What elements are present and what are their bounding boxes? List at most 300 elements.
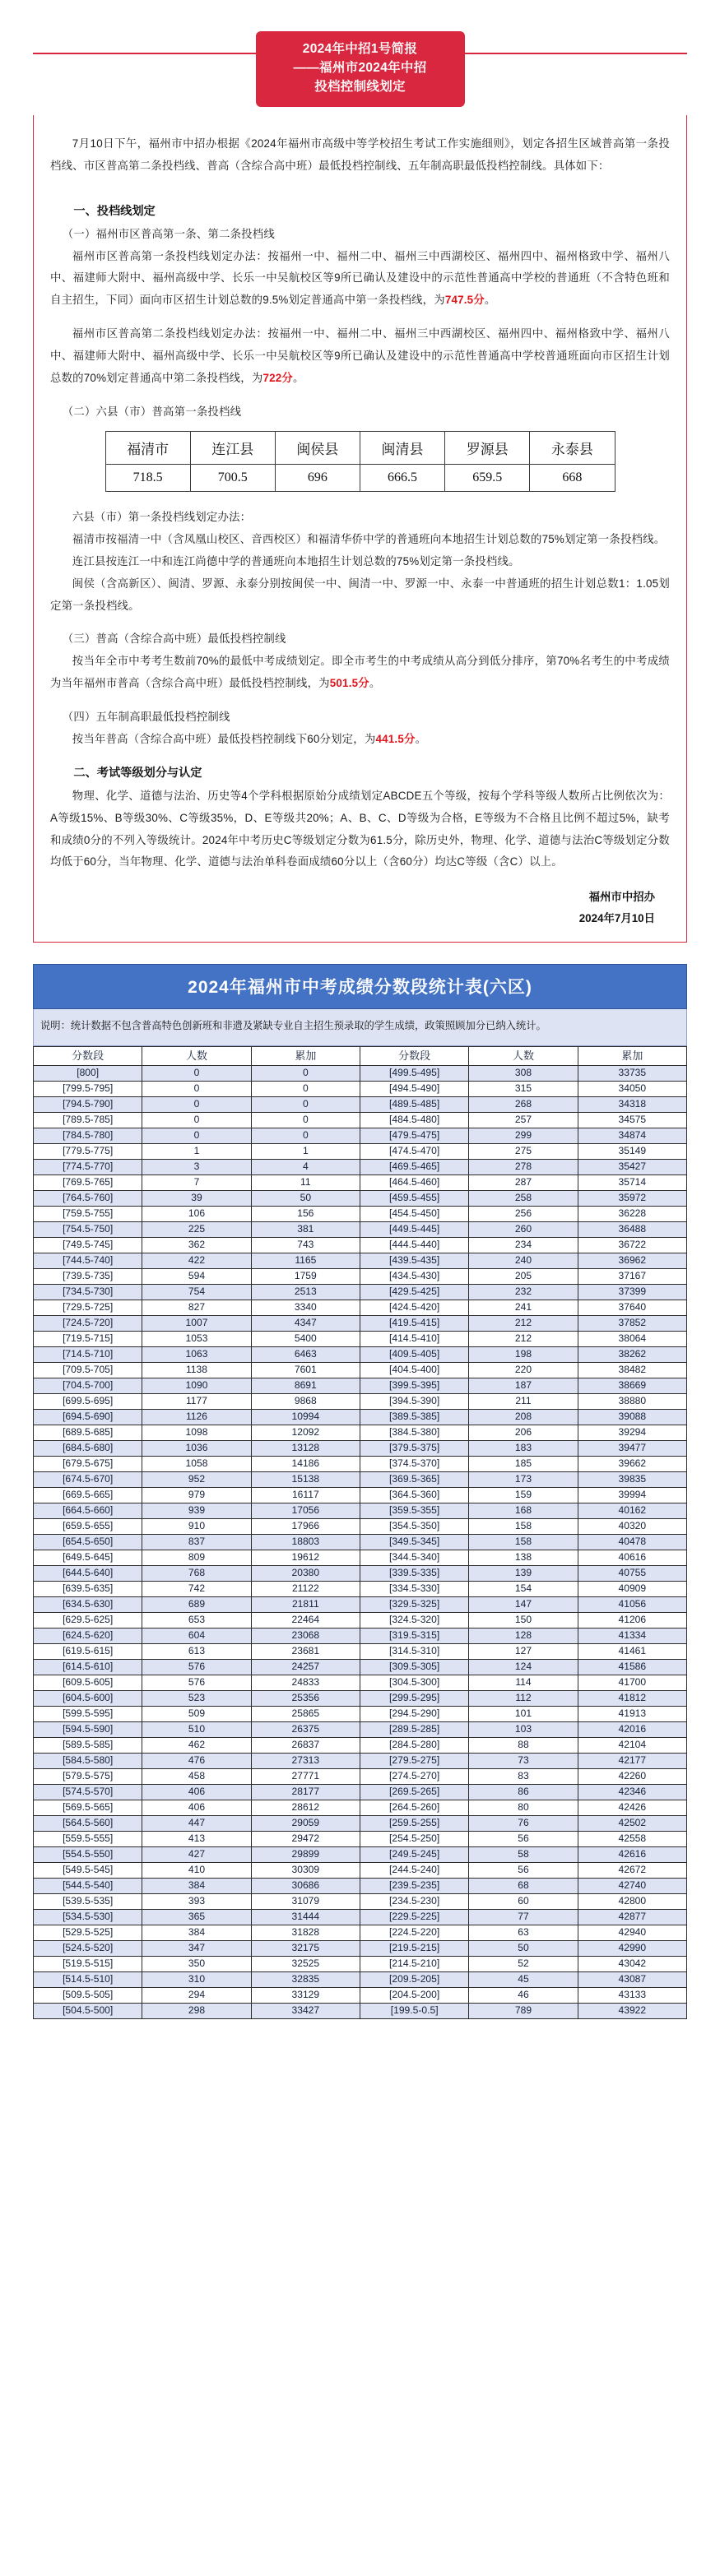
cell-cumulative-left: 32175 xyxy=(251,1940,360,1956)
cell-range-right: [499.5-495] xyxy=(360,1065,468,1081)
cell-range-left: [659.5-655] xyxy=(34,1518,142,1534)
cell-cumulative-right: 42558 xyxy=(578,1831,686,1846)
cell-count-right: 101 xyxy=(469,1706,578,1721)
cell-range-right: [419.5-415] xyxy=(360,1315,468,1331)
cell-count-left: 406 xyxy=(142,1784,251,1800)
cell-count-right: 240 xyxy=(469,1253,578,1268)
cell-cumulative-left: 20380 xyxy=(251,1565,360,1581)
cell-range-left: [589.5-585] xyxy=(34,1737,142,1753)
grade-classification-paragraph: 物理、化学、道德与法治、历史等4个学科根据原始分成绩划定ABCDE五个等级，按每个学科等级人数所占比例依次为：A等级15%、B等级30%、C等级35%，D、E等级共20%；A、B、C、D等级为合格，E等级为不合格且比例不超过5%，缺考和成绩0分的不列入等级统计。2024年中考历史C等级划定分数为61.5分，除历史外，物理、化学、道德与法治C等级划定分数均低于60分，当年物理、化学、道德与法治单科卷面成绩60分以上（含60分）均达C等级（含C）以上。 xyxy=(50,789,670,869)
cell-range-right: [304.5-300] xyxy=(360,1675,468,1690)
cell-range-right: [259.5-255] xyxy=(360,1815,468,1831)
cell-cumulative-right: 42104 xyxy=(578,1737,686,1753)
cell-count-right: 45 xyxy=(469,1971,578,1987)
cell-cumulative-left: 10994 xyxy=(251,1409,360,1425)
table-row xyxy=(34,1612,687,1628)
cell-range-left: [599.5-595] xyxy=(34,1706,142,1721)
cell-count-right: 139 xyxy=(469,1565,578,1581)
cell-count-left: 509 xyxy=(142,1706,251,1721)
county-score-cell: 718.5 xyxy=(105,465,190,492)
cell-range-left: [649.5-645] xyxy=(34,1550,142,1565)
cell-count-right: 258 xyxy=(469,1190,578,1206)
section-1-heading: 一、投档线划定 xyxy=(73,205,156,219)
cell-count-left: 362 xyxy=(142,1237,251,1253)
cell-range-left: [624.5-620] xyxy=(34,1628,142,1643)
table-row xyxy=(34,1393,687,1409)
cell-cumulative-left: 22464 xyxy=(251,1612,360,1628)
cell-cumulative-left: 2513 xyxy=(251,1284,360,1300)
table-row xyxy=(34,1550,687,1565)
cell-cumulative-left: 19612 xyxy=(251,1550,360,1565)
table-row xyxy=(34,1346,687,1362)
cell-count-right: 299 xyxy=(469,1128,578,1143)
cell-cumulative-right: 36722 xyxy=(578,1237,686,1253)
cell-cumulative-right: 35149 xyxy=(578,1143,686,1159)
cell-range-left: [764.5-760] xyxy=(34,1190,142,1206)
cell-count-left: 1058 xyxy=(142,1456,251,1471)
cell-range-right: [384.5-380] xyxy=(360,1425,468,1440)
cell-cumulative-left: 1165 xyxy=(251,1253,360,1268)
cell-range-right: [274.5-270] xyxy=(360,1768,468,1784)
cell-range-right: [349.5-345] xyxy=(360,1534,468,1550)
cell-range-right: [444.5-440] xyxy=(360,1237,468,1253)
cell-range-right: [494.5-490] xyxy=(360,1081,468,1096)
county-name-row xyxy=(105,432,615,465)
cell-range-right: [219.5-215] xyxy=(360,1940,468,1956)
cell-count-left: 310 xyxy=(142,1971,251,1987)
cell-range-right: [454.5-450] xyxy=(360,1206,468,1221)
cell-cumulative-left: 0 xyxy=(251,1128,360,1143)
table-row xyxy=(34,1096,687,1112)
cell-cumulative-right: 40478 xyxy=(578,1534,686,1550)
notice-banner xyxy=(256,31,465,107)
cell-cumulative-left: 17056 xyxy=(251,1503,360,1518)
cell-count-right: 287 xyxy=(469,1174,578,1190)
cell-range-left: [514.5-510] xyxy=(34,1971,142,1987)
cell-count-right: 154 xyxy=(469,1581,578,1596)
cell-count-right: 150 xyxy=(469,1612,578,1628)
cell-count-left: 0 xyxy=(142,1081,251,1096)
cell-range-left: [539.5-535] xyxy=(34,1893,142,1909)
cell-count-left: 1090 xyxy=(142,1378,251,1393)
cell-cumulative-left: 26837 xyxy=(251,1737,360,1753)
cell-range-right: [254.5-250] xyxy=(360,1831,468,1846)
cell-count-left: 952 xyxy=(142,1471,251,1487)
cell-cumulative-left: 12092 xyxy=(251,1425,360,1440)
cell-count-left: 768 xyxy=(142,1565,251,1581)
cell-cumulative-right: 42616 xyxy=(578,1846,686,1862)
fuqing-method-paragraph: 福清市按福清一中（含凤凰山校区、音西校区）和福清华侨中学的普通班向本地招生计划总数的75%划定第一条投档线。 xyxy=(72,533,666,546)
cell-range-left: [699.5-695] xyxy=(34,1393,142,1409)
cell-range-left: [564.5-560] xyxy=(34,1815,142,1831)
cell-range-left: [779.5-775] xyxy=(34,1143,142,1159)
cell-count-left: 939 xyxy=(142,1503,251,1518)
county-name-cell: 永泰县 xyxy=(530,432,615,465)
cell-cumulative-left: 50 xyxy=(251,1190,360,1206)
cell-range-left: [629.5-625] xyxy=(34,1612,142,1628)
lianjiang-method-paragraph: 连江县按连江一中和连江尚德中学的普通班向本地招生计划总数的75%划定第一条投档线。 xyxy=(72,554,520,568)
first-line-score: 747.5分 xyxy=(444,294,485,307)
cell-count-left: 510 xyxy=(142,1721,251,1737)
cell-cumulative-left: 23068 xyxy=(251,1628,360,1643)
cell-cumulative-left: 32525 xyxy=(251,1956,360,1971)
score-distribution-table xyxy=(33,1046,687,2019)
cell-count-left: 384 xyxy=(142,1878,251,1893)
cell-count-left: 0 xyxy=(142,1112,251,1128)
cell-count-right: 206 xyxy=(469,1425,578,1440)
table-row xyxy=(34,1659,687,1675)
cell-count-left: 447 xyxy=(142,1815,251,1831)
cell-count-left: 294 xyxy=(142,1987,251,2003)
cell-cumulative-left: 743 xyxy=(251,1237,360,1253)
cell-count-left: 384 xyxy=(142,1925,251,1940)
table-row xyxy=(34,1362,687,1378)
table-row xyxy=(34,1456,687,1471)
cell-range-right: [479.5-475] xyxy=(360,1128,468,1143)
table-row xyxy=(34,1940,687,1956)
cell-count-left: 576 xyxy=(142,1675,251,1690)
cell-cumulative-left: 32835 xyxy=(251,1971,360,1987)
cell-cumulative-right: 37167 xyxy=(578,1268,686,1284)
cell-cumulative-right: 36488 xyxy=(578,1221,686,1237)
cell-cumulative-right: 35714 xyxy=(578,1174,686,1190)
table-row xyxy=(34,1581,687,1596)
cell-count-right: 60 xyxy=(469,1893,578,1909)
cell-range-right: [439.5-435] xyxy=(360,1253,468,1268)
cell-range-right: [284.5-280] xyxy=(360,1737,468,1753)
table-row xyxy=(34,1206,687,1221)
cell-count-left: 1036 xyxy=(142,1440,251,1456)
cell-cumulative-right: 42672 xyxy=(578,1862,686,1878)
county-name-cell: 罗源县 xyxy=(445,432,530,465)
cell-count-left: 347 xyxy=(142,1940,251,1956)
table-row xyxy=(34,1284,687,1300)
cell-cumulative-left: 33427 xyxy=(251,2003,360,2018)
cell-count-left: 393 xyxy=(142,1893,251,1909)
county-score-cell: 666.5 xyxy=(360,465,444,492)
cell-range-right: [429.5-425] xyxy=(360,1284,468,1300)
cell-count-right: 114 xyxy=(469,1675,578,1690)
cell-count-right: 234 xyxy=(469,1237,578,1253)
county-name-cell: 闽清县 xyxy=(360,432,444,465)
second-line-period: 。 xyxy=(293,371,304,384)
score-distribution-card xyxy=(33,964,687,2044)
cell-count-right: 77 xyxy=(469,1909,578,1925)
cell-range-right: [239.5-235] xyxy=(360,1878,468,1893)
table-row xyxy=(34,1909,687,1925)
cell-cumulative-left: 27313 xyxy=(251,1753,360,1768)
county-score-cell: 668 xyxy=(530,465,615,492)
cell-count-left: 742 xyxy=(142,1581,251,1596)
table-row xyxy=(34,2003,687,2018)
cell-cumulative-left: 17966 xyxy=(251,1518,360,1534)
cell-cumulative-right: 34874 xyxy=(578,1128,686,1143)
table-row xyxy=(34,1425,687,1440)
cell-count-right: 789 xyxy=(469,2003,578,2018)
cell-cumulative-right: 40755 xyxy=(578,1565,686,1581)
cell-range-right: [424.5-420] xyxy=(360,1300,468,1315)
cell-range-left: [534.5-530] xyxy=(34,1909,142,1925)
cell-cumulative-left: 18803 xyxy=(251,1534,360,1550)
cell-count-left: 406 xyxy=(142,1800,251,1815)
cell-cumulative-left: 24833 xyxy=(251,1675,360,1690)
cell-cumulative-right: 42260 xyxy=(578,1768,686,1784)
cell-count-right: 124 xyxy=(469,1659,578,1675)
cell-range-left: [759.5-755] xyxy=(34,1206,142,1221)
cell-count-left: 1138 xyxy=(142,1362,251,1378)
cell-cumulative-right: 34575 xyxy=(578,1112,686,1128)
cell-range-left: [559.5-555] xyxy=(34,1831,142,1846)
cell-cumulative-left: 23681 xyxy=(251,1643,360,1659)
score-table-header-row xyxy=(34,1046,687,1065)
cell-range-right: [209.5-205] xyxy=(360,1971,468,1987)
cell-cumulative-left: 27771 xyxy=(251,1768,360,1784)
cell-cumulative-left: 8691 xyxy=(251,1378,360,1393)
cell-range-right: [449.5-445] xyxy=(360,1221,468,1237)
cell-cumulative-left: 9868 xyxy=(251,1393,360,1409)
signature-date: 2024年7月10日 xyxy=(578,911,655,924)
cell-cumulative-right: 39088 xyxy=(578,1409,686,1425)
cell-count-left: 458 xyxy=(142,1768,251,1784)
cell-range-right: [299.5-295] xyxy=(360,1690,468,1706)
cell-range-left: [579.5-575] xyxy=(34,1768,142,1784)
table-row xyxy=(34,1503,687,1518)
cell-count-left: 1098 xyxy=(142,1425,251,1440)
table-row xyxy=(34,1925,687,1940)
table-row xyxy=(34,1831,687,1846)
table-row xyxy=(34,1971,687,1987)
cell-range-left: [784.5-780] xyxy=(34,1128,142,1143)
cell-count-right: 173 xyxy=(469,1471,578,1487)
second-line-method-text: 福州市区普高第二条投档线划定办法：按福州一中、福州二中、福州三中西湖校区、福州四中、福州格致中学、福州八中、福建师大附中、福州高级中学、长乐一中吴航校区等9所已确认及建设中的示范性普通高中学校普通班面向市区招生计划总数的70%划定普通高中第二条投档线，为 xyxy=(50,327,670,384)
cell-cumulative-left: 25865 xyxy=(251,1706,360,1721)
notice-document-body xyxy=(33,115,687,943)
cell-range-right: [289.5-285] xyxy=(360,1721,468,1737)
cell-range-right: [249.5-245] xyxy=(360,1846,468,1862)
cell-count-left: 427 xyxy=(142,1846,251,1862)
county-score-cell: 696 xyxy=(275,465,360,492)
table-row xyxy=(34,1221,687,1237)
cell-count-right: 80 xyxy=(469,1800,578,1815)
table-row xyxy=(34,1675,687,1690)
cell-count-right: 56 xyxy=(469,1831,578,1846)
cell-range-left: [574.5-570] xyxy=(34,1784,142,1800)
section-2-heading: 二、考试等级划分与认定 xyxy=(73,767,202,781)
cell-count-left: 298 xyxy=(142,2003,251,2018)
cell-count-left: 1053 xyxy=(142,1331,251,1346)
cell-cumulative-right: 37852 xyxy=(578,1315,686,1331)
cell-cumulative-left: 21122 xyxy=(251,1581,360,1596)
spacer xyxy=(50,312,670,323)
cell-range-right: [374.5-370] xyxy=(360,1456,468,1471)
cell-range-right: [269.5-265] xyxy=(360,1784,468,1800)
cell-cumulative-left: 7601 xyxy=(251,1362,360,1378)
cell-range-right: [484.5-480] xyxy=(360,1112,468,1128)
cell-count-right: 208 xyxy=(469,1409,578,1425)
table-row xyxy=(34,1143,687,1159)
cell-count-left: 1007 xyxy=(142,1315,251,1331)
cell-count-right: 63 xyxy=(469,1925,578,1940)
cell-cumulative-right: 41812 xyxy=(578,1690,686,1706)
cell-range-right: [399.5-395] xyxy=(360,1378,468,1393)
table-row xyxy=(34,1768,687,1784)
table-row xyxy=(34,1753,687,1768)
cell-cumulative-right: 33735 xyxy=(578,1065,686,1081)
second-line-score: 722分 xyxy=(262,371,293,384)
cell-count-left: 604 xyxy=(142,1628,251,1643)
cell-range-right: [339.5-335] xyxy=(360,1565,468,1581)
county-name-cell: 连江县 xyxy=(190,432,275,465)
cell-cumulative-left: 14186 xyxy=(251,1456,360,1471)
cell-range-right: [434.5-430] xyxy=(360,1268,468,1284)
cell-count-right: 128 xyxy=(469,1628,578,1643)
cell-cumulative-right: 41700 xyxy=(578,1675,686,1690)
cell-cumulative-right: 41913 xyxy=(578,1706,686,1721)
cell-cumulative-right: 42990 xyxy=(578,1940,686,1956)
cell-count-right: 73 xyxy=(469,1753,578,1768)
table-row xyxy=(34,1862,687,1878)
cell-count-left: 462 xyxy=(142,1737,251,1753)
cell-cumulative-right: 42940 xyxy=(578,1925,686,1940)
other-counties-method-paragraph: 闽侯（含高新区）、闽清、罗源、永泰分别按闽侯一中、闽清一中、罗源一中、永泰一中普通班的招生计划总数1：1.05划定第一条投档线。 xyxy=(50,577,670,612)
cell-count-right: 212 xyxy=(469,1315,578,1331)
cell-cumulative-right: 39835 xyxy=(578,1471,686,1487)
cell-cumulative-left: 4 xyxy=(251,1159,360,1174)
table-row xyxy=(34,1471,687,1487)
cell-count-right: 211 xyxy=(469,1393,578,1409)
banner-line-3: 投档控制线划定 xyxy=(314,79,406,94)
cell-range-right: [409.5-405] xyxy=(360,1346,468,1362)
cell-count-left: 3 xyxy=(142,1159,251,1174)
cell-count-right: 220 xyxy=(469,1362,578,1378)
table-row xyxy=(34,1518,687,1534)
cell-cumulative-right: 38262 xyxy=(578,1346,686,1362)
table-row xyxy=(34,1159,687,1174)
cell-range-left: [789.5-785] xyxy=(34,1112,142,1128)
cell-count-right: 241 xyxy=(469,1300,578,1315)
cell-count-left: 979 xyxy=(142,1487,251,1503)
cell-range-right: [264.5-260] xyxy=(360,1800,468,1815)
cell-range-left: [689.5-685] xyxy=(34,1425,142,1440)
cell-cumulative-left: 26375 xyxy=(251,1721,360,1737)
cell-cumulative-right: 41334 xyxy=(578,1628,686,1643)
cell-range-left: [734.5-730] xyxy=(34,1284,142,1300)
cell-count-left: 476 xyxy=(142,1753,251,1768)
cell-count-left: 613 xyxy=(142,1643,251,1659)
cell-count-left: 689 xyxy=(142,1596,251,1612)
cell-cumulative-right: 40909 xyxy=(578,1581,686,1596)
table-row xyxy=(34,1721,687,1737)
cell-cumulative-right: 38064 xyxy=(578,1331,686,1346)
cell-range-right: [359.5-355] xyxy=(360,1503,468,1518)
column-header-cumulative-left: 累加 xyxy=(251,1046,360,1065)
cell-range-left: [604.5-600] xyxy=(34,1690,142,1706)
cell-range-left: [774.5-770] xyxy=(34,1159,142,1174)
spacer xyxy=(50,617,670,628)
cell-range-left: [679.5-675] xyxy=(34,1456,142,1471)
cell-range-right: [344.5-340] xyxy=(360,1550,468,1565)
section-1-1-heading: （一）福州市区普高第一条、第二条投档线 xyxy=(62,227,275,240)
cell-range-left: [504.5-500] xyxy=(34,2003,142,2018)
cell-count-left: 910 xyxy=(142,1518,251,1534)
cell-count-right: 187 xyxy=(469,1378,578,1393)
cell-range-left: [754.5-750] xyxy=(34,1221,142,1237)
table-row xyxy=(34,1409,687,1425)
cell-range-left: [634.5-630] xyxy=(34,1596,142,1612)
cell-range-left: [524.5-520] xyxy=(34,1940,142,1956)
cell-cumulative-left: 25356 xyxy=(251,1690,360,1706)
cell-count-right: 56 xyxy=(469,1862,578,1878)
cell-count-left: 1 xyxy=(142,1143,251,1159)
cell-cumulative-left: 4347 xyxy=(251,1315,360,1331)
column-header-range-right: 分数段 xyxy=(360,1046,468,1065)
cell-count-left: 1063 xyxy=(142,1346,251,1362)
cell-cumulative-right: 42877 xyxy=(578,1909,686,1925)
cell-cumulative-right: 38482 xyxy=(578,1362,686,1378)
cell-cumulative-right: 41461 xyxy=(578,1643,686,1659)
cell-cumulative-left: 5400 xyxy=(251,1331,360,1346)
cell-cumulative-left: 28612 xyxy=(251,1800,360,1815)
spacer xyxy=(50,495,670,507)
table-row xyxy=(34,1643,687,1659)
table-row xyxy=(34,1128,687,1143)
table-row xyxy=(34,1300,687,1315)
table-row xyxy=(34,1174,687,1190)
cell-cumulative-right: 38669 xyxy=(578,1378,686,1393)
cell-count-left: 106 xyxy=(142,1206,251,1221)
cell-cumulative-right: 42177 xyxy=(578,1753,686,1768)
cell-count-left: 576 xyxy=(142,1659,251,1675)
cell-range-left: [799.5-795] xyxy=(34,1081,142,1096)
cell-cumulative-left: 11 xyxy=(251,1174,360,1190)
cell-count-right: 257 xyxy=(469,1112,578,1128)
cell-count-left: 0 xyxy=(142,1128,251,1143)
cell-range-left: [724.5-720] xyxy=(34,1315,142,1331)
cell-count-left: 809 xyxy=(142,1550,251,1565)
cell-count-left: 410 xyxy=(142,1862,251,1878)
cell-count-right: 76 xyxy=(469,1815,578,1831)
vocational-line-paragraph xyxy=(50,729,670,751)
cell-count-right: 83 xyxy=(469,1768,578,1784)
cell-range-left: [609.5-605] xyxy=(34,1675,142,1690)
cell-cumulative-right: 41206 xyxy=(578,1612,686,1628)
cell-range-right: [364.5-360] xyxy=(360,1487,468,1503)
cell-range-left: [769.5-765] xyxy=(34,1174,142,1190)
cell-count-right: 308 xyxy=(469,1065,578,1081)
table-row xyxy=(34,1706,687,1721)
cell-range-left: [619.5-615] xyxy=(34,1643,142,1659)
cell-cumulative-right: 42740 xyxy=(578,1878,686,1893)
cell-cumulative-left: 6463 xyxy=(251,1346,360,1362)
cell-cumulative-left: 29472 xyxy=(251,1831,360,1846)
cell-count-right: 158 xyxy=(469,1518,578,1534)
table-row xyxy=(34,1190,687,1206)
cell-cumulative-right: 40162 xyxy=(578,1503,686,1518)
cell-count-left: 754 xyxy=(142,1284,251,1300)
cell-count-right: 168 xyxy=(469,1503,578,1518)
cell-cumulative-right: 40616 xyxy=(578,1550,686,1565)
cell-count-right: 198 xyxy=(469,1346,578,1362)
cell-cumulative-left: 1 xyxy=(251,1143,360,1159)
cell-range-right: [379.5-375] xyxy=(360,1440,468,1456)
score-table-title: 2024年福州市中考成绩分数段统计表(六区) xyxy=(33,964,687,1009)
cell-range-right: [204.5-200] xyxy=(360,1987,468,2003)
cell-cumulative-left: 30309 xyxy=(251,1862,360,1878)
cell-cumulative-left: 381 xyxy=(251,1221,360,1237)
cell-range-left: [664.5-660] xyxy=(34,1503,142,1518)
cell-count-right: 88 xyxy=(469,1737,578,1753)
table-row xyxy=(34,1784,687,1800)
